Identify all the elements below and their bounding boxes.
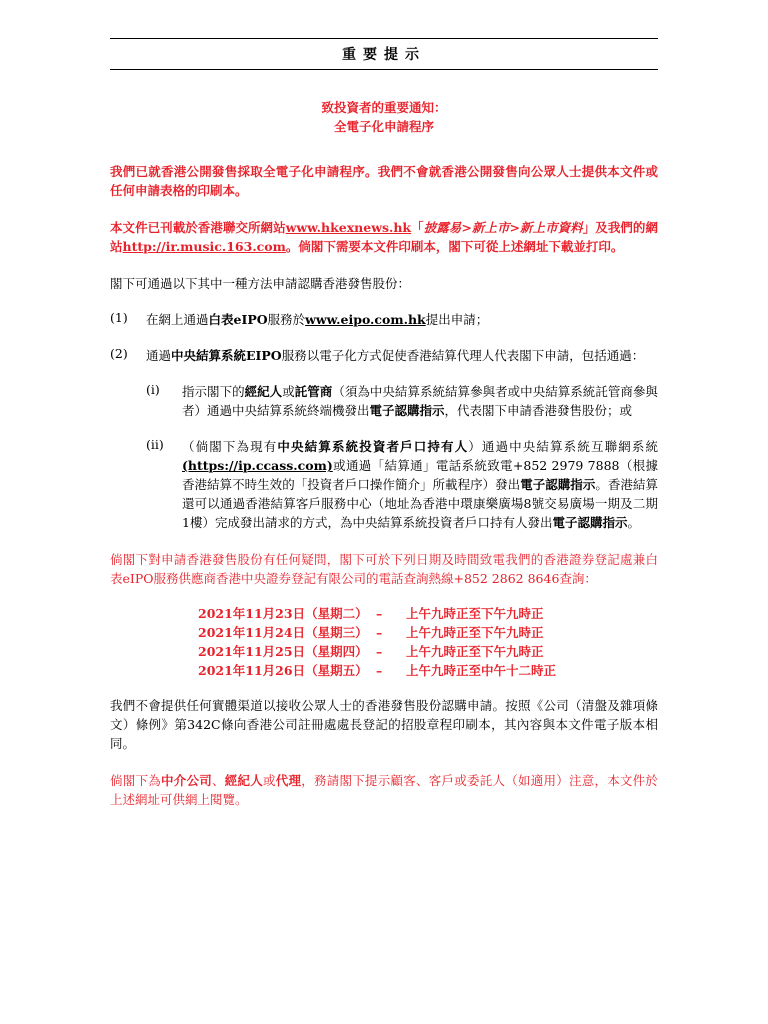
broker-term-2: 經紀人 xyxy=(224,773,263,788)
electronic-instruction-term: 電子認購指示 xyxy=(369,403,445,418)
no-physical-channel-paragraph: 我們不會提供任何實體渠道以接收公眾人士的香港發售股份認購申請。按照《公司（清盤及雜項條文）條例》第342C條向香港公司註冊處處長登記的招股章程印刷本，其內容與本文件電子版本相同。 xyxy=(110,698,658,751)
sub-item-i-number: (i) xyxy=(146,382,160,397)
hotline-time: 上午九時正至下午九時正 xyxy=(406,644,544,659)
method-item-2-text-a: 通過 xyxy=(146,348,172,363)
application-methods-intro: 閣下可通過以下其中一種方法申請認購香港發售股份： xyxy=(110,276,411,291)
custodian-term: 託管商 xyxy=(294,384,333,399)
sub-item-ii-text-b: ）通過中央結算系統互聯網系統 xyxy=(468,439,658,454)
hotline-date: 2021年11月24日（星期三） xyxy=(198,625,368,640)
method-item-1 xyxy=(110,310,658,329)
header-rule-bottom xyxy=(110,69,658,70)
company-website-link[interactable]: http://ir.music.163.com xyxy=(122,239,286,254)
document-page xyxy=(110,38,658,809)
hotline-hours-row xyxy=(198,642,658,661)
sub-item-ii-text-c: 或通過「結算通」電話系統致電+852 2979 7888（根據香港結算不時生效的「投資者戶口操作簡介」所載程序）發出 xyxy=(182,458,658,492)
sub-item-i-text xyxy=(182,382,658,420)
page-header-title: 重要提示 xyxy=(342,47,426,63)
notice-title xyxy=(110,98,658,136)
sub-item-ii xyxy=(146,437,658,532)
publication-text-4: 。倘閣下需要本文件印刷本，閣下可從上述網址下載並打印。 xyxy=(285,239,624,254)
sub-item-ii-number: (ii) xyxy=(146,437,164,452)
sub-item-i-text-d: ，代表閣下申請香港發售股份；或 xyxy=(444,403,633,418)
intermediary-text-b: 、 xyxy=(212,773,225,788)
sub-item-i-text-b: 或 xyxy=(282,384,295,399)
publication-text-3: 」及我們的網站 xyxy=(110,220,658,254)
sub-item-i xyxy=(146,382,658,420)
sub-item-ii-text xyxy=(182,437,658,532)
enquiry-paragraph: 倘閣下對申請香港發售股份有任何疑問，閣下可於下列日期及時間致電我們的香港證券登記處兼白表eIPO服務供應商香港中央證券登記有限公司的電話查詢熱線+852 2862 8646查詢： xyxy=(110,552,658,586)
hotline-date: 2021年11月26日（星期五） xyxy=(198,663,368,678)
sub-item-i-text-a: 指示閣下的 xyxy=(182,384,245,399)
hotline-hours-table xyxy=(198,604,658,680)
publication-paragraph xyxy=(110,218,658,256)
broker-term: 經紀人 xyxy=(244,384,283,399)
intermediary-text-c: 或 xyxy=(263,773,276,788)
agent-term: 代理 xyxy=(275,773,302,788)
notice-title-line2: 全電子化申請程序 xyxy=(333,119,434,134)
method-item-2 xyxy=(110,346,658,365)
hotline-time: 上午九時正至中午十二時正 xyxy=(406,663,557,678)
sub-item-ii-text-d: 。香港結算還可以通過香港結算客戶服務中心（地址為香港中環康樂廣場8號交易廣場一期及二期1樓）完成發出請求的方式，為中央結算系統投資者戶口持有人發出 xyxy=(182,477,658,530)
hotline-date: 2021年11月23日（星期二） xyxy=(198,606,368,621)
hotline-dash: – xyxy=(376,644,383,659)
hotline-hours-row xyxy=(198,623,658,642)
method-item-1-number: (1) xyxy=(110,310,128,325)
hkexnews-path: 披露易>新上市>新上市資料 xyxy=(423,220,583,235)
hkexnews-link[interactable]: www.hkexnews.hk xyxy=(285,220,412,235)
method-item-2-text xyxy=(146,346,658,365)
investor-participant-term: 中央結算系統投資者戶口持有人 xyxy=(277,439,469,454)
method-item-1-text-a: 在網上通過 xyxy=(146,312,209,327)
ccass-eipo-term: 中央結算系統EIPO xyxy=(171,348,282,363)
method-item-2-text-b: 服務以電子化方式促使香港結算代理人代表閣下申請，包括通過： xyxy=(281,348,645,363)
hotline-date: 2021年11月25日（星期四） xyxy=(198,644,368,659)
publication-text-2: 「 xyxy=(411,220,424,235)
method-item-1-text xyxy=(146,310,658,329)
method-item-1-text-c: 提出申請； xyxy=(425,312,489,327)
hotline-hours-row xyxy=(198,604,658,623)
intermediary-text-a: 倘閣下為 xyxy=(110,773,161,788)
notice-title-line1: 致投資者的重要通知： xyxy=(321,100,447,115)
ccass-link[interactable]: (https://ip.ccass.com) xyxy=(182,458,333,473)
intermediary-term: 中介公司 xyxy=(161,773,212,788)
intermediary-paragraph xyxy=(110,771,658,809)
white-form-eipo-term: 白表eIPO xyxy=(208,312,268,327)
intermediary-text-d: ，務請閣下提示顧客、客戶或委託人（如適用）注意，本文件於上述網址可供網上閱覽。 xyxy=(110,773,658,807)
sub-item-i-text-c: （須為中央結算系統結算參與者或中央結算系統託管商參與者）通過中央結算系統終端機發出 xyxy=(182,384,658,418)
sub-item-ii-text-e: 。 xyxy=(627,515,640,530)
hotline-time: 上午九時正至下午九時正 xyxy=(406,625,544,640)
method-item-1-text-b: 服務於 xyxy=(267,312,306,327)
hotline-time: 上午九時正至下午九時正 xyxy=(406,606,544,621)
electronic-instruction-term-3: 電子認購指示 xyxy=(552,515,628,530)
sub-item-ii-text-a: （倘閣下為現有 xyxy=(182,439,278,454)
eipo-link[interactable]: www.eipo.com.hk xyxy=(305,312,426,327)
method-item-2-number: (2) xyxy=(110,346,128,361)
hotline-hours-row xyxy=(198,661,658,680)
electronic-only-paragraph: 我們已就香港公開發售採取全電子化申請程序。我們不會就香港公開發售向公眾人士提供本文件或任何申請表格的印刷本。 xyxy=(110,164,658,198)
hotline-dash: – xyxy=(376,663,383,678)
publication-text-1: 本文件已刊載於香港聯交所網站 xyxy=(110,220,286,235)
electronic-instruction-term-2: 電子認購指示 xyxy=(520,477,596,492)
hotline-dash: – xyxy=(376,625,383,640)
hotline-dash: – xyxy=(376,606,383,621)
